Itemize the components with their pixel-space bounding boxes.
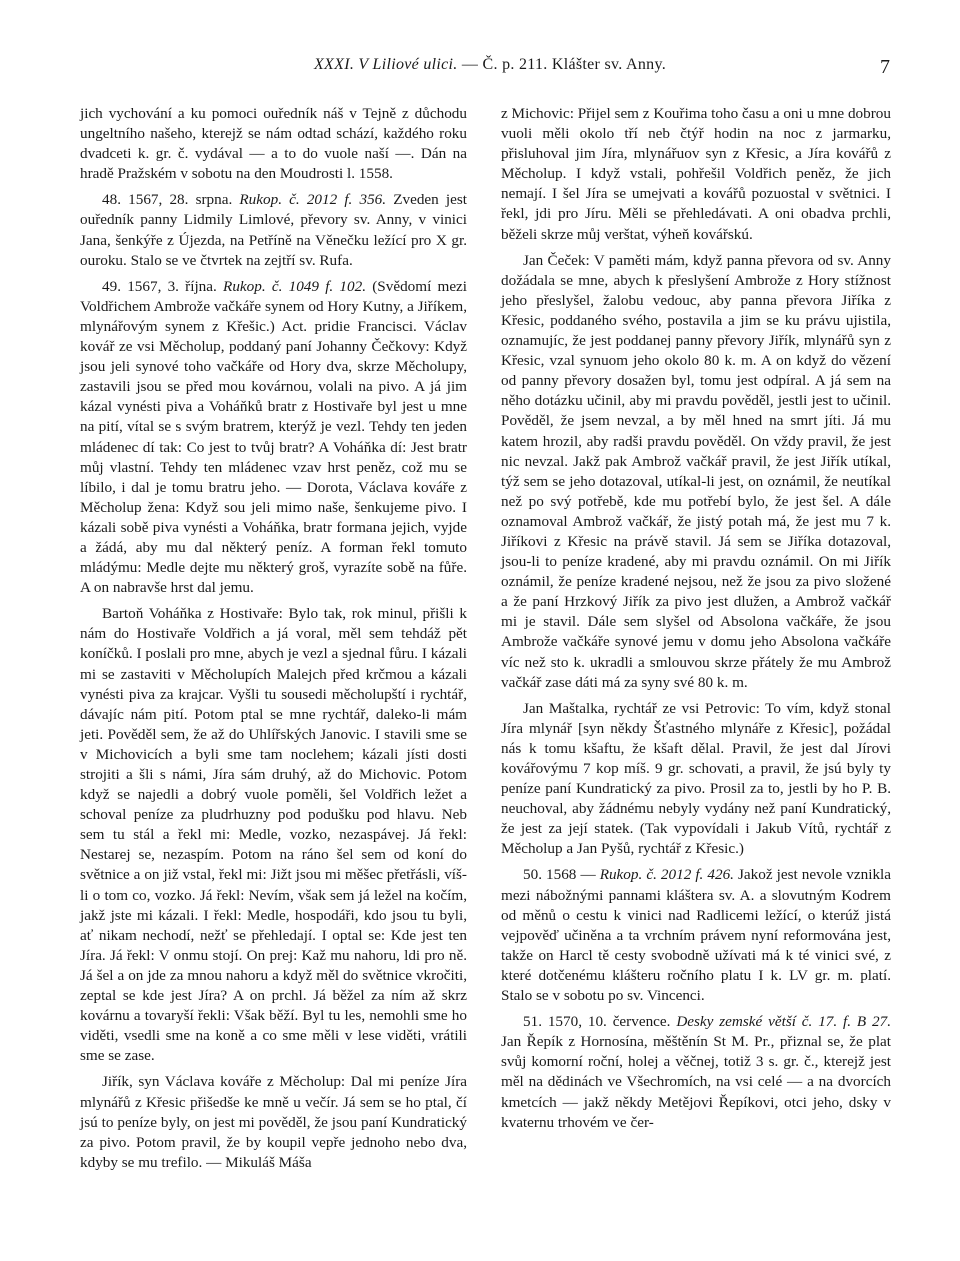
entry-48 bbox=[80, 190, 467, 270]
entry-date: 50. 1568 — bbox=[523, 866, 596, 884]
entry-date: 48. 1567, 28. srpna. bbox=[102, 191, 233, 209]
paragraph: Jan Čeček: V paměti mám, když panna převora od sv. Anny dožádala se mne, abych k přeslyšení Ambrože z Hory stížnost jeho přeslyšel, žalobu vedouc, aby panna převora Jiříka z Křesic, poddaného svého, postavila a jim se ku právu ujistila, oznamujíc, že jest poddanej panny převory Jiřík, mlynářů syn z Křesic, vzal synuom jeho okolo 80 k. m. A on když do vězení od panny převory dosažen byl, tomu jest odpíral. A já sem na něho dotázku učinil, aby mi pravdu pověděl, jestli jest to učinil. Pověděl, že jsem nevzal, a by měl hned na smrt jíti. Já mu katem hrozil, aby radši pravdu pověděl. On vždy pravil, že jest nic nevzal. Jakž pak Ambrož vačkář pravil, že jest Jiřík utíkal, týž sem se jeho dotazoval, utíkal-li jest, on oznámil, že neutíkal než po svý potřebě, kde mu potřebí bylo, že jest šel. A dále oznamoval Ambrož vačkář, že jistý potah má, že jest mu 7 k. Jiříkovi z Křesic na právě stavil. Já sem se Jiříka dotazoval, jsou-li to peníze kradené, aby mi pravdu oznámil. On mi Jiřík oznámil, že peníze kradené nejsou, než že jsou za pivo složené a že paní Hrzkový Jiřík za pivo jest dlužen, a Ambrož vačkář mi je stavil. Dále sem slyšel od Absolona vačkáře, že jsou Ambrože vačkáře synové jemu v domu jeho Absolona vačkáře víc než sto k. ukradli a smlouvou skrze přátely že mu Ambrož vačkář zase dáti má za syny své 80 k. m. bbox=[501, 251, 891, 691]
page-number: 7 bbox=[880, 56, 890, 78]
entry-date: 51. 1570, 10. července. bbox=[523, 1013, 671, 1031]
entry-text: Zveden jest ouředník panny Lidmily Limlové, převory sv. Anny, v vinici Jana, šenkýře z Újezda, na Petříně na Věnečku ležící pro X gr. ouroku. Stalo se ve čtvrtek na zejtří sv. Rufa. bbox=[80, 191, 467, 269]
page-header bbox=[70, 56, 910, 86]
entry-text: Jan Řepík z Hornosína, měštěnín St M. Pr., přiznal se, že plat svůj komorní roční, holej a věčnej, totiž 3 s. gr. č., kterejž jest měl na dědinách ve Všechromích, na vsi celé — a na dvorcích kmetcích — jakž někdy Metějovi Řepíkovi, otci jeho, dsky v kvaternu trhovém ve čer- bbox=[501, 1033, 891, 1131]
paragraph: Bartoň Voháňka z Hostivaře: Bylo tak, rok minul, přišli k nám do Hostivaře Voldřich a já voral, měl sem tehdáž pět koníčků. I poslali pro mne, abych je vezl a sjednal fůru. I kázali mi se zastaviti v Měcholupích Malejch před krčmou a kázali vynésti piva za krajcar. Vyšli tu sousedi měcholupští i rychtář, dávajíc nám pití. Potom ptal se mne rychtář, daleko-li mám jeti. Pověděl sem, že až do Uhlířských Janovic. I stavili sme se v Michovicích a byli sme tam noclehem; kázali jísti dosti strojiti a šli s námi, Jíra sám druhý, až do Michovic. Potom když se najedli a dobrý vuole poměli, šel Voldřich ležet a schoval peníze za pludrhuzny pod podušku pod hlavu. Neb sem tu stál a řekl mi: Medle, vozko, nezaspávej. Já řekl: Nestarej se, nezaspím. Potom na ráno šel sem od koní do světnice a on již vstal, řekl mi: Jižt jsou mi měšec přetřásli, víš-li o tom co, vozko. Já řekl: Nevím, však sem já ležel na kočím, jakž jste mi kázali. I řekl: Medle, hospodáři, kdo jsou tu byli, ať nikam nechodí, nežť se přehledají. I optal se: Kde jest ten Jíra. Já řekl: V onmu stojí. On prej: Kaž mu nahoru, ldi pro ně. Já šel a on jde za mnou nahoru a když měl do světnice vkročiti, zeptal se kde jest Jíra? A on prchl. Já běžel za ním až skrz kovárnu a tovaryší řekli: Však běží. Byl tu les, nemohli sme ho viděti, vsedli sme na koně a co sme měli v lese viděti, vrátili sme se zase. bbox=[80, 605, 467, 1065]
entry-text: Jakož jest nevole vznikla mezi nábožnými pannami kláštera sv. A. a slovutným Kodrem od měnů o cestu k vinici nad Radlicemi ležící, o kterúž jistá vejpověď učiněna a ta vrchním právem nyní reformována jest, takže on Harcl tě cesty svobodně užívati má k té vinici své, z které dotčenému klášteru ročního platu I k. LV gr. m. platí. Stalo se v sobotu po sv. Vincenci. bbox=[501, 866, 892, 1005]
paragraph: z Michovic: Přijel sem z Kouřima toho času a oni u mne dobrou vuoli měli okolo tří neb čtýř hodin na noc z jarmarku, přisluhoval jim Jíra, mlynářuov syn z Křesic, a Jíra kovářů z Měcholup. I když vstali, pohřešil Voldřich peněz, že jich nemají. I šel Jíra se umejvati a kovářů pozuostal v světnici. I řekl, jdi pro Jíru. Měli se přehledávati. A oni obadva prchli, běželi skrze můj verštat, výheň kovářskú. bbox=[501, 105, 891, 243]
paragraph: Jan Maštalka, rychtář ze vsi Petrovic: To vím, když stonal Jíra mlynář [syn někdy Šťastného mlynáře z Křesic], požádal nás k tomu kšaftu, že kšaft dělal. Pravil, že jest dal Jírovi kovářovýmu 7 kop míš. 9 gr. schovati, a pravil, že jsú byly ty peníze paní Kundratický za pivo. Prosil za to, jestli by ho P. B. neuchoval, aby žádnému nebyly vydány než paní Kundratický, že jest za její statek. (Tak vypovídali i Jakub Vítů, rychtář z Měcholup a Jan Pyšů, rychtář z Křesic.) bbox=[501, 699, 891, 858]
source-reference: Rukop. č. 1049 f. 102. bbox=[223, 277, 367, 295]
entry-51 bbox=[501, 1012, 891, 1133]
source-reference: Rukop. č. 2012 f. 426. bbox=[599, 866, 734, 884]
entry-50 bbox=[501, 865, 891, 1006]
source-reference: Rukop. č. 2012 f. 356. bbox=[239, 191, 387, 209]
entry-49 bbox=[80, 277, 467, 599]
running-head-street: XXXI. V Liliové ulici. bbox=[313, 56, 458, 73]
paragraph: Jiřík, syn Václava kováře z Měcholup: Dal mi peníze Jíra mlynářů z Křesic přišedše ke mně u večír. Já sem se ho ptal, čí jsú to peníze byly, on jest mi pověděl, že jsou paní Kundratický za pivo. Potom pravil, že by koupil vepře jednoho nebo dva, kdyby se mu trefilo. — Mikuláš Máša bbox=[80, 1073, 467, 1171]
entry-text: (Svědomí mezi Voldřichem Ambrože vačkáře synem od Hory Kutny, a Jiříkem, mlynářovým synem z Křešic.) Act. pridie Francisci. Václav kovář ze vsi Měcholup, poddaný paní Johanny Čečkovy: Když jsou jeli synové toho vačkáře od Hory dva, skrze Měcholupy, zastavili jsou se před mou kovárnou, volali na pivo. A já jim kázal vynésti piva a Voháňků bratr z Hostivaře byl jest u mne na pití, vítal se s svým bratrem, kterýž je vezl. Tehdy ten jeden mládenec dí tak: Co jest to tvůj bratr? A Voháňka dí: Jest bratr můj vlastní. Tehdy ten mládenec vzav hrst peněz, což mu se líbilo, i dal je tomu bratru jeho. — Dorota, Václava kováře z Měcholup žena: Když sou jeli mimo naše, šenkujeme pivo. I kázali sobě piva vynésti a Voháňka, bratr formana jejich, vyjde a žádá, aby mu dal některý peníz. A forman řekl tomuto mládýmu: Medle dejte mu některý groš, vyrazíte sobě na fůře. A on nabravše hrst dal jemu. bbox=[80, 277, 468, 597]
running-head-building: — Č. p. 211. Klášter sv. Anny. bbox=[461, 56, 667, 73]
entry-date: 49. 1567, 3. října. bbox=[102, 277, 217, 295]
left-column bbox=[80, 104, 467, 1173]
source-reference: Desky zemské větší č. 17. f. B 27. bbox=[676, 1013, 892, 1031]
running-head bbox=[70, 56, 910, 74]
right-column bbox=[501, 104, 891, 1133]
paragraph: jich vychování a ku pomoci ouředník náš v Tejně z důchodu ungeltního našeho, kterejž se nám odtad schází, každého roku dvadceti k. gr. č. vydával — a to do vuole naší —. Dán na hradě Pražském v sobotu na den Moudrosti l. 1558. bbox=[80, 105, 467, 183]
